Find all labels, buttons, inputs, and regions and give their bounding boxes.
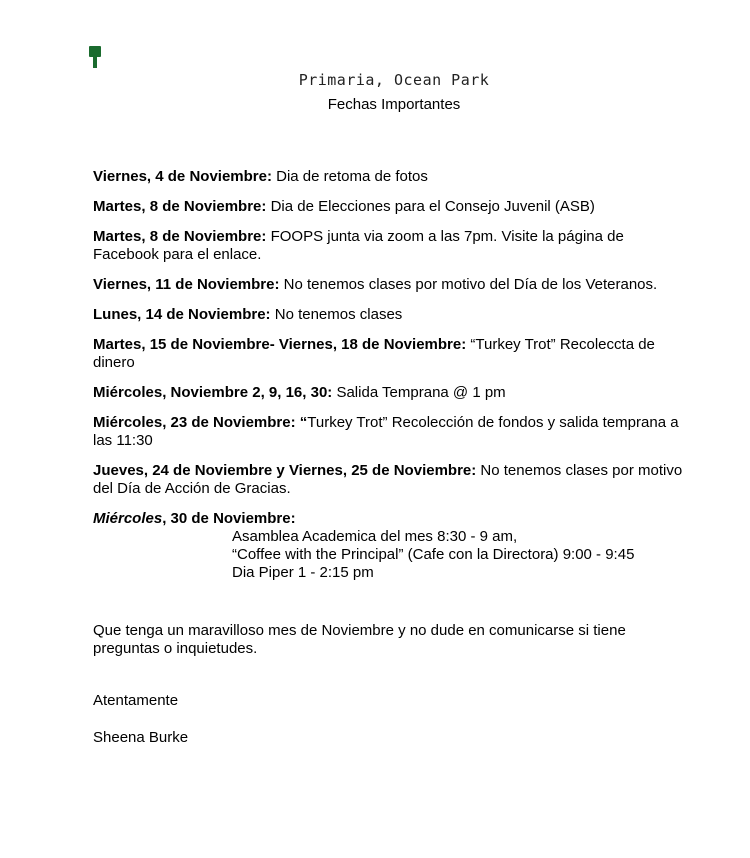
event-text: Turkey Trot” Recolección de fondos y salida temprana a las 11:30	[93, 414, 679, 449]
event-item	[93, 276, 693, 294]
closing-paragraph: Que tenga un maravilloso mes de Noviembre y no dude en comunicarse si tiene preguntas o inquietudes.	[93, 622, 626, 657]
event-item	[93, 336, 693, 372]
event-text: No tenemos clases por motivo del Día de los Veteranos.	[279, 276, 658, 293]
regards-text: Atentamente	[93, 692, 179, 709]
event-date: Viernes, 11 de Noviembre:	[93, 276, 280, 293]
page-subtitle: Fechas Importantes	[327, 96, 461, 113]
event-date: Martes, 8 de Noviembre:	[93, 198, 267, 215]
event-item	[93, 168, 693, 186]
event-text: FOOPS junta via zoom a las 7pm. Visite la página de Facebook para el enlace.	[93, 228, 624, 263]
event-item-multiline	[93, 510, 693, 582]
event-text: No tenemos clases por motivo del Día de Acción de Gracias.	[93, 462, 683, 497]
event-date: Jueves, 24 de Noviembre y Viernes, 25 de Noviembre:	[93, 462, 477, 479]
event-item	[93, 228, 693, 264]
event-date: Miércoles, 23 de Noviembre: “	[93, 414, 308, 431]
school-title: Primaria, Ocean Park	[298, 71, 490, 89]
event-item	[93, 198, 693, 216]
event-subitem: Dia Piper 1 - 2:15 pm	[232, 564, 374, 581]
event-item	[93, 462, 693, 498]
event-item	[93, 384, 693, 402]
event-date: Viernes, 4 de Noviembre:	[93, 168, 272, 185]
event-date	[93, 510, 693, 528]
tree-logo-icon	[89, 46, 103, 69]
event-text: Salida Temprana @ 1 pm	[332, 384, 506, 401]
event-text: No tenemos clases	[270, 306, 403, 323]
event-date: Miércoles, Noviembre 2, 9, 16, 30:	[93, 384, 333, 401]
event-subitem: “Coffee with the Principal” (Cafe con la Directora) 9:00 - 9:45	[232, 546, 635, 563]
event-date-weekday: Miércoles	[93, 510, 163, 527]
event-date: Lunes, 14 de Noviembre:	[93, 306, 271, 323]
event-text: Dia de Elecciones para el Consejo Juvenil (ASB)	[266, 198, 595, 215]
event-text: “Turkey Trot” Recoleccta de dinero	[93, 336, 655, 371]
event-text: Dia de retoma de fotos	[271, 168, 428, 185]
event-subitem: Asamblea Academica del mes 8:30 - 9 am,	[232, 528, 518, 545]
event-date-rest: , 30 de Noviembre:	[162, 510, 296, 527]
events-list	[93, 168, 693, 594]
event-item	[93, 306, 693, 324]
signature-name: Sheena Burke	[93, 729, 189, 746]
event-date: Martes, 8 de Noviembre:	[93, 228, 267, 245]
event-item	[93, 414, 693, 450]
event-date: Martes, 15 de Noviembre- Viernes, 18 de Noviembre:	[93, 336, 467, 353]
